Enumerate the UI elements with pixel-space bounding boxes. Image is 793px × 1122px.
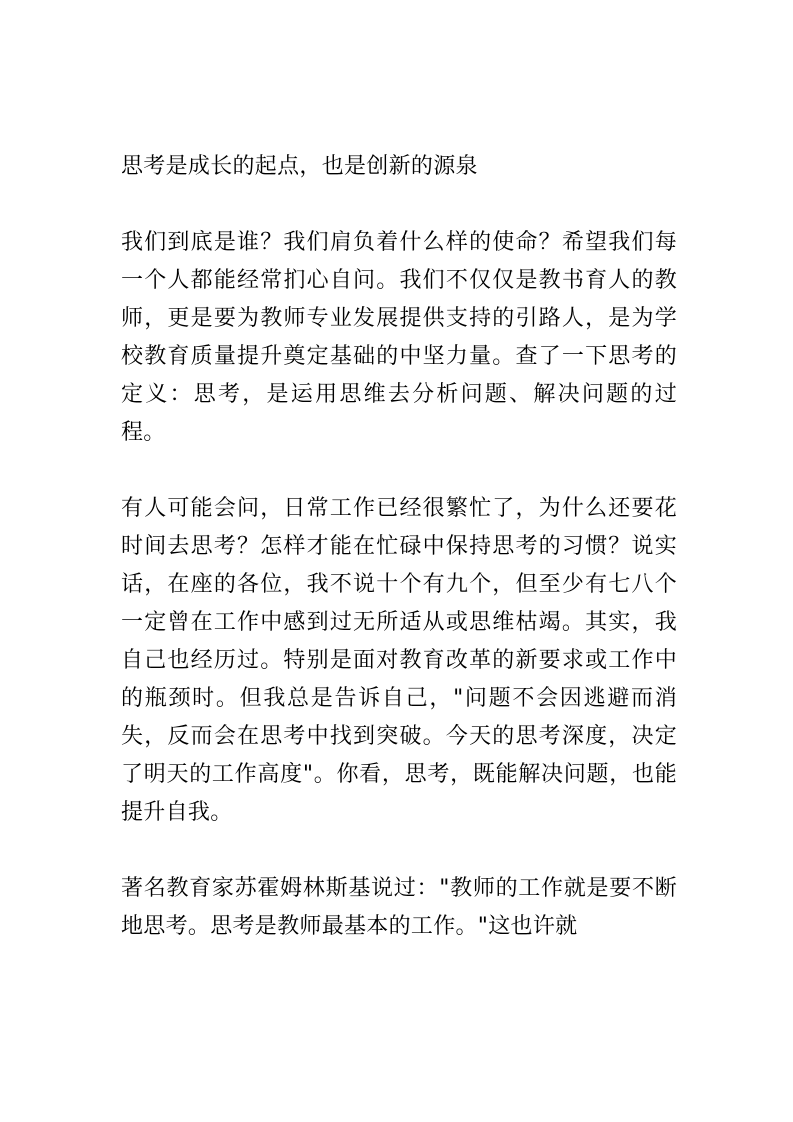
paragraph-1: 我们到底是谁？我们肩负着什么样的使命？希望我们每一个人都能经常扪心自问。我们不仅仅是教书育人的教师，更是要为教师专业发展提供支持的引路人，是为学校教育质量提升奠定基础的中坚力量。查了一下思考的定义：思考，是运用思维去分析问题、解决问题的过程。 <box>121 230 677 445</box>
document-heading: 思考是成长的起点，也是创新的源泉 <box>121 154 478 179</box>
paragraph-3: 著名教育家苏霍姆林斯基说过："教师的工作就是要不断地思考。思考是教师最基本的工作。"这也许就 <box>121 876 677 939</box>
document-body <box>121 148 677 946</box>
paragraph-2: 有人可能会问，日常工作已经很繁忙了，为什么还要花时间去思考？怎样才能在忙碌中保持思考的习惯？说实话，在座的各位，我不说十个有九个，但至少有七八个一定曾在工作中感到过无所适从或思维枯竭。其实，我自己也经历过。特别是面对教育改革的新要求或工作中的瓶颈时。但我总是告诉自己，"问题不会因逃避而消失，反而会在思考中找到突破。今天的思考深度，决定了明天的工作高度"。你看，思考，既能解决问题，也能提升自我。 <box>121 496 677 825</box>
